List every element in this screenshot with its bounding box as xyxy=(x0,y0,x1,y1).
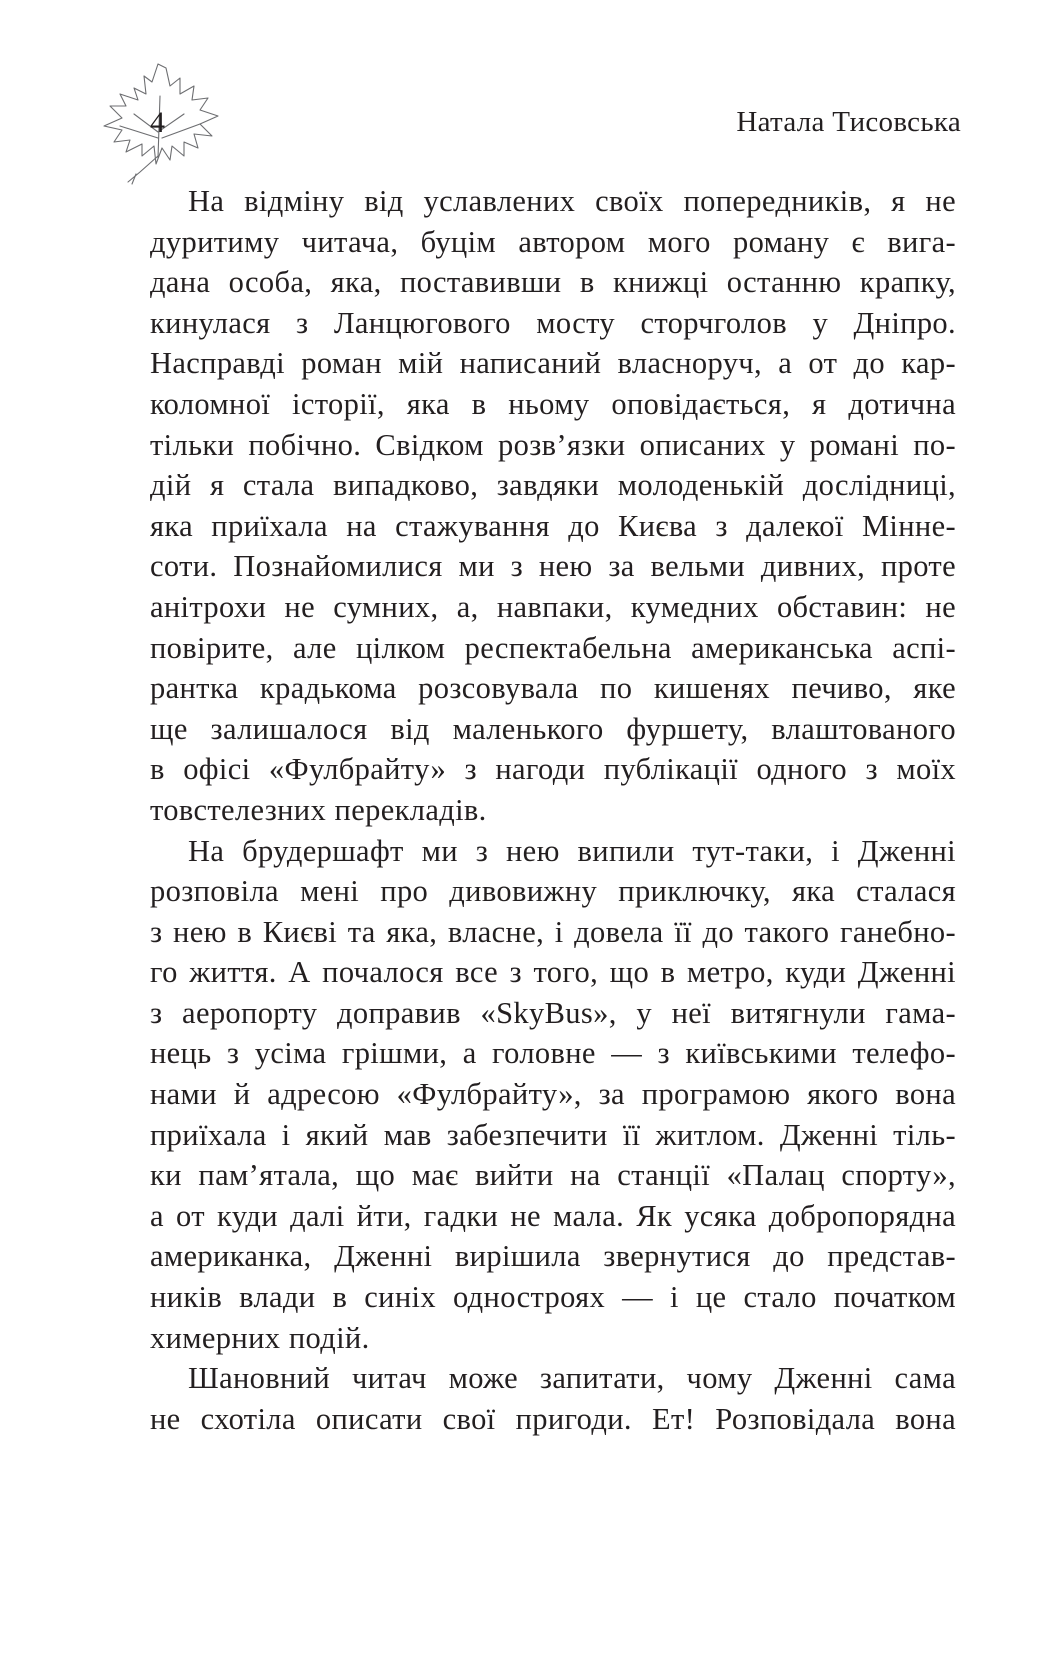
text-line: Насправді роман мій написаний власноруч, а от до кар- xyxy=(150,346,956,381)
text-line: рантка крадькома розсовувала по кишенях печиво, яке xyxy=(150,671,956,706)
text-line: ників влади в синіх одностроях — і це стало початком xyxy=(150,1280,956,1315)
text-line: повірите, але цілком респектабельна американська аспі- xyxy=(150,630,956,665)
text-line: а от куди далі йти, гадки не мала. Як усяка добропорядна xyxy=(150,1198,956,1233)
text-line: На відміну від уславлених своїх попередників, я не xyxy=(188,184,956,218)
page-number: 4 xyxy=(150,106,165,139)
text-line: товстелезних перекладів. xyxy=(150,792,487,827)
text-line: кинулася з Ланцюгового мосту сторчголов у Дніпро. xyxy=(150,305,956,340)
text-line: соти. Познайомилися ми з нею за вельми дивних, проте xyxy=(150,549,956,584)
text-line: ки пам’ятала, що має вийти на станції «Палац спорту», xyxy=(150,1158,956,1193)
text-line: нами й адресою «Фулбрайту», за програмою якого вона xyxy=(150,1077,956,1112)
paragraph xyxy=(150,831,956,1359)
text-line: приїхала і який мав забезпечити її житлом. Дженні тіль- xyxy=(150,1117,956,1152)
text-line: з нею в Києві та яка, власне, і довела її до такого ганебно- xyxy=(150,914,956,949)
text-line: нець з усіма грішми, а головне — з київськими телефо- xyxy=(150,1036,956,1071)
text-line: ще залишалося від маленького фуршету, влаштованого xyxy=(150,711,956,746)
text-line: анітрохи не сумних, а, навпаки, кумедних обставин: не xyxy=(150,589,956,624)
text-line: химерних подій. xyxy=(150,1320,370,1355)
text-line: яка приїхала на стажування до Києва з далекої Мінне- xyxy=(150,508,956,543)
text-line: дій я стала випадково, завдяки молоденькій дослідниці, xyxy=(150,468,956,503)
text-line: На брудершафт ми з нею випили тут-таки, і Дженні xyxy=(188,833,956,868)
text-line: дуритиму читача, буцім автором мого роману є вига- xyxy=(150,224,956,259)
text-line: з аеропорту доправив «SkyBus», у неї витягнули гама- xyxy=(150,995,956,1030)
text-line: Шановний читач може запитати, чому Дженні сама xyxy=(188,1361,956,1396)
text-line: розповіла мені про дивовижну приключку, яка сталася xyxy=(150,874,956,909)
text-line: го життя. А почалося все з того, що в метро, куди Дженні xyxy=(150,955,956,990)
body-text xyxy=(150,181,956,1439)
text-line: тільки побічно. Свідком розв’язки описаних у романі по- xyxy=(150,427,956,462)
running-head: Натала Тисовська xyxy=(736,106,961,138)
paragraph xyxy=(150,1358,956,1439)
text-line: не схотіла описати свої пригоди. Ет! Розповідала вона xyxy=(150,1401,956,1436)
text-line: американка, Дженні вирішила звернутися до представ- xyxy=(150,1239,956,1274)
text-line: коломної історії, яка в ньому оповідається, я дотична xyxy=(150,386,956,421)
paragraph xyxy=(150,181,956,831)
text-line: дана особа, яка, поставивши в книжці останню крапку, xyxy=(150,265,956,300)
text-line: в офісі «Фулбрайту» з нагоди публікації одного з моїх xyxy=(150,752,956,787)
